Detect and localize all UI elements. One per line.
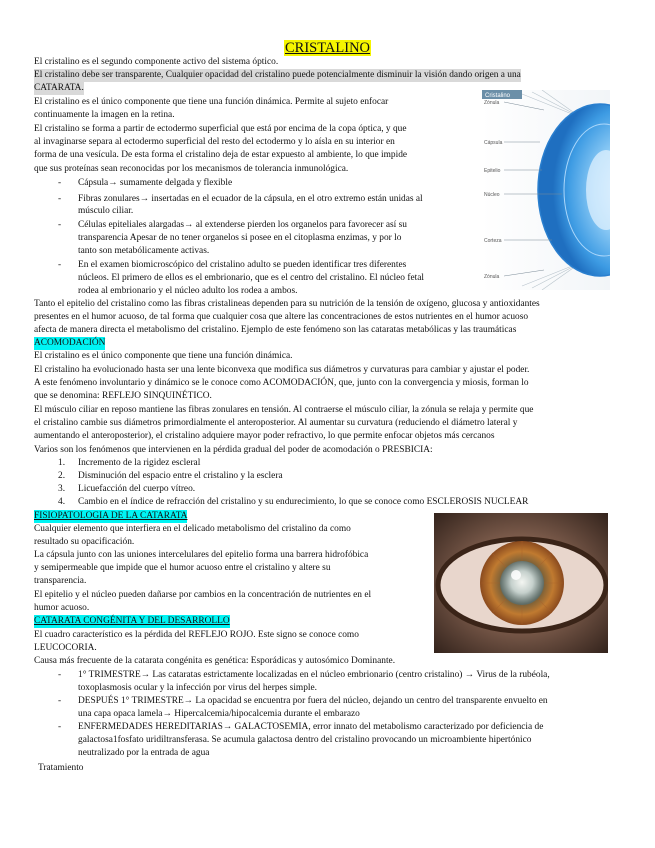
bullet-dash: - [58, 220, 62, 230]
bullet-dash: - [58, 178, 62, 188]
paragraph-line: aumentando el anteroposterior), el cristalino adquiere mayor poder refractivo, lo que permite enfocar objetos más cercanos [34, 431, 495, 441]
diagram-label: Núcleo [484, 192, 500, 198]
list-number: 2. [58, 471, 66, 481]
cataract-eye-photo [434, 513, 608, 653]
paragraph-line: continuamente la imagen en la retina. [34, 110, 175, 120]
paragraph-line: A este fenómeno involuntario y dinámico se le conoce como ACOMODACIÓN, que, junto con la convergencia y miosis, forman lo [34, 378, 529, 388]
figure-header-text: Cristalino [485, 93, 511, 99]
paragraph-line: humor acuoso. [34, 603, 90, 613]
list-item: núcleos. El primero de ellos es el embrionario, que es el centro del cristalino. El núcleo fetal [78, 273, 424, 283]
paragraph-line: transparencia. [34, 576, 87, 586]
paragraph-line: La cápsula junto con las uniones intercelulares del epitelio forma una barrera hidrofóbica [34, 550, 369, 560]
paragraph-line: Causa más frecuente de la catarata congénita es genética: Esporádicas y autosómico Dominante. [34, 656, 396, 666]
list-item: En el examen biomicroscópico del cristalino adulto se pueden identificar tres diferentes [78, 260, 407, 270]
paragraph-line: forma de una vesícula. De esta forma el cristalino deja de estar expuesto al ambiente, lo que impide [34, 150, 408, 160]
list-item: Cambio en el índice de refracción del cristalino y su endurecimiento, lo que se conoce como ESCLEROSIS NUCLEAR [78, 497, 529, 507]
paragraph-line: que se denomina: REFLEJO SINQUINÉTICO. [34, 391, 212, 401]
paragraph-line: afecta de manera directa el metabolismo del cristalino. Ejemplo de este fenómeno son las cataratas metabólicas y las traumáticas [34, 325, 517, 335]
list-item: DESPUÉS 1° TRIMESTRE→ La opacidad se encuentra por fuera del núcleo, dejando un centro del transparente envuelto en [78, 696, 548, 706]
list-item: ENFERMEDADES HEREDITARIAS→ GALACTOSEMIA, error innato del metabolismo caracterizado por deficiencia de [78, 722, 544, 732]
paragraph-line: Cualquier elemento que interfiera en el delicado metabolismo del cristalino da como [34, 524, 351, 534]
list-item: Fibras zonulares→ insertadas en el ecuador de la cápsula, en el otro extremo están unidas al [78, 194, 423, 204]
paragraph-line: el cristalino cambie sus diámetros primordialmente el anteroposterior. Al aumentar su curvatura (reduciendo el diámetro lateral y [34, 418, 518, 428]
paragraph-line: que sus proteínas sean reconocidas por los mecanismos de tolerancia inmunológica. [34, 164, 349, 174]
paragraph-line: presentes en el humor acuoso, de tal forma que cualquier cosa que altere las concentraciones de estos nutrientes en el humor acuoso [34, 312, 529, 322]
bullet-dash: - [58, 260, 62, 270]
section-heading-tratamiento: Tratamiento [38, 763, 84, 773]
paragraph-line: CATARATA. [34, 83, 84, 93]
diagram-label: Zónula [484, 100, 500, 106]
list-item: Cápsula→ sumamente delgada y flexible [78, 178, 233, 188]
bullet-dash: - [58, 670, 62, 680]
paragraph-line: El cristalino es el segundo componente activo del sistema óptico. [34, 57, 279, 67]
diagram-label: Zónula [484, 274, 500, 280]
paragraph-line: Varios son los fenómenos que intervienen en la pérdida gradual del poder de acomodación o PRESBICIA: [34, 445, 433, 455]
paragraph-line: El músculo ciliar en reposo mantiene las fibras zonulares en tensión. Al contraerse el músculo ciliar, la zónula se relaja y permite que [34, 405, 534, 415]
list-item: músculo ciliar. [78, 206, 134, 216]
diagram-label: Epitelio [484, 168, 501, 174]
list-item: galactosa1fosfato uridiltransferasa. Se acumula galactosa dentro del cristalino provocando un microambiente hipertónico [78, 735, 532, 745]
section-heading-acomodacion: ACOMODACIÓN [34, 338, 106, 348]
section-heading-fisiopatologia: FISIOPATOLOGIA DE LA CATARATA [34, 511, 188, 521]
paragraph-line: resultado su opacificación. [34, 537, 135, 547]
list-item: toxoplasmosis ocular y la infección por virus del herpes simple. [78, 683, 318, 693]
bullet-dash: - [58, 696, 62, 706]
list-item: una capa opaca lamela→ Hipercalcemia/hipocalcemia durante el embarazo [78, 709, 360, 719]
paragraph-line: El cristalino debe ser transparente, Cualquier opacidad del cristalino puede potencialmente disminuir la visión dando origen a una [34, 70, 521, 80]
bullet-dash: - [58, 722, 62, 732]
paragraph-line: El cristalino es el único componente que tiene una función dinámica. [34, 351, 293, 361]
paragraph-line: El cristalino ha evolucionado hasta ser una lente biconvexa que modifica sus diámetros y curvaturas para cambiar y ajustar el poder. [34, 365, 530, 375]
bullet-dash: - [58, 194, 62, 204]
paragraph-line: El cristalino es el único componente que tiene una función dinámica. Permite al sujeto enfocar [34, 97, 389, 107]
list-number: 1. [58, 458, 66, 468]
list-item: rodea al embrionario y el núcleo adulto los rodea a ambos. [78, 286, 298, 296]
list-item: Células epiteliales alargadas→ al extenderse pierden los organelos para favorecer así su [78, 220, 407, 230]
paragraph-line: El epitelio y el núcleo pueden dañarse por cambios en la concentración de nutrientes en el [34, 590, 372, 600]
list-item: Incremento de la rigidez escleral [78, 458, 201, 468]
list-item: transparencia Apesar de no tener organelos si posee en el citoplasma enzimas, y por lo [78, 233, 402, 243]
list-number: 4. [58, 497, 66, 507]
diagram-label: Cápsula [484, 140, 503, 146]
paragraph-line: El cristalino se forma a partir de ectodermo superficial que está por encima de la copa óptica, y que [34, 124, 407, 134]
paragraph-line: El cuadro característico es la pérdida del REFLEJO ROJO. Este signo se conoce como [34, 630, 359, 640]
lens-diagram-image [482, 90, 610, 290]
section-heading-congenita: CATARATA CONGÉNITA Y DEL DESARROLLO [34, 616, 230, 626]
list-item: tanto son metabólicamente activas. [78, 246, 210, 256]
diagram-label: Corteza [484, 238, 502, 244]
list-item: Licuefacción del cuerpo vítreo. [78, 484, 196, 494]
page-title: CRISTALINO [285, 40, 371, 56]
list-item: neutralizado por la entrada de agua [78, 748, 210, 758]
paragraph-line: y semipermeable que impide que el humor acuoso entre el cristalino y altere su [34, 563, 331, 573]
list-item: Disminución del espacio entre el cristalino y la esclera [78, 471, 283, 481]
paragraph-line: Tanto el epitelio del cristalino como las fibras cristalineas dependen para su nutrición de la tensión de oxígeno, glucosa y antioxidantes [34, 299, 540, 309]
paragraph-line: LEUCOCORIA. [34, 643, 97, 653]
list-number: 3. [58, 484, 66, 494]
paragraph-line: al invaginarse separa al ectodermo superficial del resto del ectodermo y lo aísla en su interior en [34, 137, 395, 147]
list-item: 1° TRIMESTRE→ Las cataratas estrictamente localizadas en el núcleo embrionario (centro cristalino) → Virus de la rubéola, [78, 670, 550, 680]
